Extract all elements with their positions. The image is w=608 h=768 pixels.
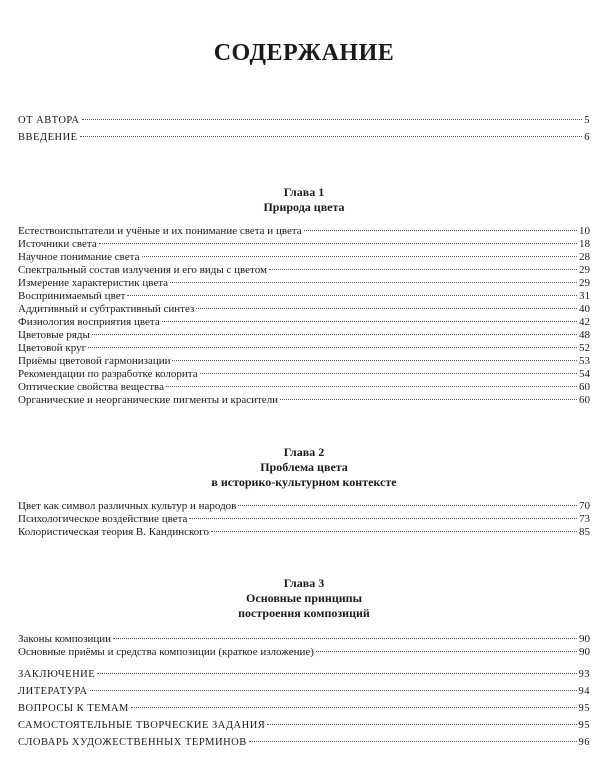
dot-leader bbox=[99, 243, 577, 244]
toc-entry-label: Психологическое воздействие цвета bbox=[18, 513, 188, 525]
dot-leader bbox=[238, 505, 577, 506]
dot-leader bbox=[90, 690, 577, 691]
toc-entry-conclusion[interactable] bbox=[18, 668, 590, 681]
dot-leader bbox=[269, 269, 577, 270]
chapter-2-heading bbox=[0, 445, 608, 490]
dot-leader bbox=[172, 360, 577, 361]
dot-leader bbox=[127, 295, 577, 296]
toc-entry-label: ВВЕДЕНИЕ bbox=[18, 132, 78, 143]
toc-entry-page: 95 bbox=[578, 703, 590, 714]
toc-entry-label: Аддитивный и субтрактивный синтез bbox=[18, 303, 195, 315]
toc-entry-label: ЗАКЛЮЧЕНИЕ bbox=[18, 669, 96, 680]
toc-entry[interactable] bbox=[18, 513, 590, 526]
toc-entry-page: 28 bbox=[579, 251, 590, 263]
toc-entry[interactable] bbox=[18, 316, 590, 329]
toc-entry-page: 94 bbox=[578, 686, 590, 697]
toc-entry[interactable] bbox=[18, 381, 590, 394]
toc-entry-questions[interactable] bbox=[18, 702, 590, 715]
toc-entry-page: 54 bbox=[579, 368, 590, 380]
toc-entry-label: Основные приёмы и средства композиции (краткое изложение) bbox=[18, 646, 314, 658]
toc-entry-label: Органические и неорганические пигменты и красители bbox=[18, 394, 279, 406]
toc-entry-page: 53 bbox=[579, 355, 590, 367]
toc-entry[interactable] bbox=[18, 526, 590, 539]
toc-entry[interactable] bbox=[18, 277, 590, 290]
toc-entry-label: Измерение характеристик цвета bbox=[18, 277, 169, 289]
toc-entry-page: 29 bbox=[579, 277, 590, 289]
toc-entry-page: 6 bbox=[584, 132, 590, 143]
chapter-title: построения композиций bbox=[238, 606, 370, 620]
toc-entry-page: 31 bbox=[579, 290, 590, 302]
toc-entry-page: 93 bbox=[578, 669, 590, 680]
dot-leader bbox=[249, 741, 577, 742]
toc-entry[interactable] bbox=[18, 329, 590, 342]
dot-leader bbox=[166, 386, 577, 387]
toc-entry-page: 52 bbox=[579, 342, 590, 354]
toc-entry-label: Физиология восприятия цвета bbox=[18, 316, 160, 328]
chapter-3-heading bbox=[0, 576, 608, 621]
chapter-number: Глава 1 bbox=[283, 185, 325, 199]
toc-entry-label: Цветовой круг bbox=[18, 342, 87, 354]
dot-leader bbox=[97, 673, 576, 674]
toc-entry-label: СЛОВАРЬ ХУДОЖЕСТВЕННЫХ ТЕРМИНОВ bbox=[18, 737, 247, 748]
toc-entry-label: Приёмы цветовой гармонизации bbox=[18, 355, 171, 367]
dot-leader bbox=[80, 136, 583, 137]
dot-leader bbox=[200, 373, 577, 374]
toc-entry-assignments[interactable] bbox=[18, 719, 590, 732]
toc-entry[interactable] bbox=[18, 500, 590, 513]
toc-entry-label: Воспринимаемый цвет bbox=[18, 290, 126, 302]
toc-entry[interactable] bbox=[18, 633, 590, 646]
chapter-1-heading bbox=[0, 185, 608, 215]
toc-entry[interactable] bbox=[18, 646, 590, 659]
toc-entry-label: САМОСТОЯТЕЛЬНЫЕ ТВОРЧЕСКИЕ ЗАДАНИЯ bbox=[18, 720, 266, 731]
toc-entry[interactable] bbox=[18, 290, 590, 303]
chapter-title: в историко-культурном контексте bbox=[211, 475, 397, 489]
chapter-number: Глава 3 bbox=[283, 576, 325, 590]
toc-entry-page: 60 bbox=[579, 394, 590, 406]
toc-entry-label: Оптические свойства вещества bbox=[18, 381, 164, 393]
toc-entry-glossary[interactable] bbox=[18, 736, 590, 749]
toc-entry-page: 48 bbox=[579, 329, 590, 341]
toc-entry-page: 18 bbox=[579, 238, 590, 250]
toc-entry[interactable] bbox=[18, 264, 590, 277]
toc-entry-label: ВОПРОСЫ К ТЕМАМ bbox=[18, 703, 129, 714]
toc-entry-label: Законы композиции bbox=[18, 633, 112, 645]
toc-entry-page: 60 bbox=[579, 381, 590, 393]
toc-entry-page: 73 bbox=[579, 513, 590, 525]
toc-entry-label: Колористическая теория В. Кандинского bbox=[18, 526, 209, 538]
page-title: СОДЕРЖАНИЕ bbox=[213, 40, 395, 66]
toc-entry[interactable] bbox=[18, 238, 590, 251]
toc-entry-label: Цвет как символ различных культур и народов bbox=[18, 500, 237, 512]
dot-leader bbox=[162, 321, 577, 322]
dot-leader bbox=[88, 347, 577, 348]
dot-leader bbox=[92, 334, 577, 335]
toc-entry-label: Научное понимание света bbox=[18, 251, 140, 263]
toc-entry-page: 95 bbox=[578, 720, 590, 731]
chapter-title: Основные принципы bbox=[246, 591, 362, 605]
toc-entry-page: 10 bbox=[579, 225, 590, 237]
toc-entry-page: 70 bbox=[579, 500, 590, 512]
dot-leader bbox=[131, 707, 577, 708]
toc-entry-label: Спектральный состав излучения и его виды с цветом bbox=[18, 264, 267, 276]
chapter-title: Проблема цвета bbox=[260, 460, 348, 474]
toc-entry-introduction[interactable] bbox=[18, 131, 590, 144]
chapter-title: Природа цвета bbox=[263, 200, 345, 214]
toc-entry-label: Естествоиспытатели и учёные и их понимание света и цвета bbox=[18, 225, 302, 237]
dot-leader bbox=[304, 230, 577, 231]
dot-leader bbox=[113, 638, 577, 639]
chapter-number: Глава 2 bbox=[283, 445, 325, 459]
dot-leader bbox=[267, 724, 576, 725]
toc-entry-label: Цветовые ряды bbox=[18, 329, 90, 341]
toc-entry-label: ЛИТЕРАТУРА bbox=[18, 686, 88, 697]
toc-entry-label: Рекомендации по разработке колорита bbox=[18, 368, 198, 380]
toc-entry-page: 40 bbox=[579, 303, 590, 315]
toc-entry[interactable] bbox=[18, 368, 590, 381]
dot-leader bbox=[280, 399, 577, 400]
dot-leader bbox=[189, 518, 577, 519]
toc-entry[interactable] bbox=[18, 225, 590, 238]
toc-entry-label: Источники света bbox=[18, 238, 97, 250]
toc-entry[interactable] bbox=[18, 355, 590, 368]
toc-entry[interactable] bbox=[18, 394, 590, 407]
toc-entry-page: 85 bbox=[579, 526, 590, 538]
dot-leader bbox=[170, 282, 577, 283]
toc-entry[interactable] bbox=[18, 342, 590, 355]
toc-entry-page: 42 bbox=[579, 316, 590, 328]
toc-entry-page: 90 bbox=[579, 646, 590, 658]
toc-entry[interactable] bbox=[18, 251, 590, 264]
toc-entry-page: 96 bbox=[578, 737, 590, 748]
toc-entry-literature[interactable] bbox=[18, 685, 590, 698]
dot-leader bbox=[142, 256, 577, 257]
dot-leader bbox=[316, 651, 577, 652]
toc-entry-page: 5 bbox=[584, 115, 590, 126]
toc-entry[interactable] bbox=[18, 303, 590, 316]
toc-entry-page: 29 bbox=[579, 264, 590, 276]
toc-entry-author[interactable] bbox=[18, 114, 590, 127]
dot-leader bbox=[211, 531, 577, 532]
dot-leader bbox=[196, 308, 577, 309]
toc-entry-page: 90 bbox=[579, 633, 590, 645]
toc-entry-label: ОТ АВТОРА bbox=[18, 115, 80, 126]
dot-leader bbox=[82, 119, 583, 120]
